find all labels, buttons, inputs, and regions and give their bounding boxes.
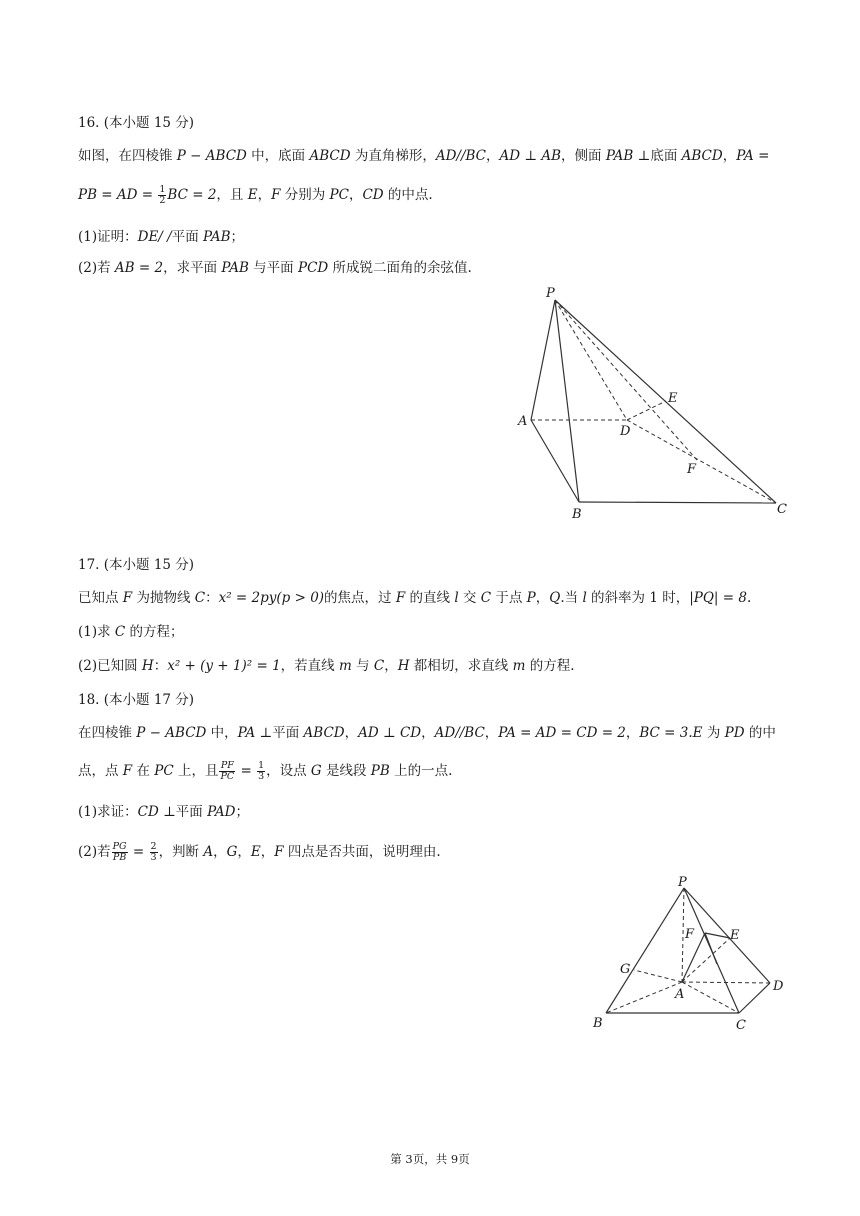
edge-AB	[531, 420, 579, 502]
edge-AD	[682, 982, 770, 983]
edge-PD	[555, 300, 627, 420]
edge-DC	[627, 420, 776, 503]
q16-text-line1: 如图，在四棱锥 P − ABCD 中，底面 ABCD 为直角梯形，AD//BC，AD ⊥ AB，侧面 PAB ⊥底面 ABCD，PA =	[78, 148, 770, 164]
q18-header: 18. (本小题 17 分)	[78, 692, 195, 708]
edge-PB	[555, 300, 579, 502]
q17-part2: (2)已知圆 H：x² + (y + 1)² = 1，若直线 m 与 C，H 都相切，求直线 m 的方程.	[78, 658, 575, 674]
edge-PA	[682, 888, 684, 982]
edge-AC	[682, 982, 739, 1013]
q16-part1: (1)证明：DE/ /平面 PAB；	[78, 229, 245, 245]
fraction-one-half: $\frac{1}{2}$	[159, 184, 166, 206]
edge-FC-mid	[705, 933, 717, 964]
edge-PD	[684, 888, 770, 983]
label-P: P	[546, 286, 555, 301]
label-C: C	[777, 502, 787, 517]
label-E: E	[668, 391, 678, 406]
fraction-two-thirds: $\frac{2}{3}$	[150, 841, 157, 863]
fraction-pg-pb: $\frac{PG}{PB}$	[112, 841, 127, 863]
edge-AB	[606, 982, 685, 1013]
label-D: D	[773, 979, 784, 994]
q18-part2: (2)若 $\frac{PG}{PB}$ = $\frac{2}{3}$ ，判断 A，G，E，F 四点是否共面，说明理由.	[78, 841, 441, 863]
q16-text-line2: PB = AD = $\frac{1}{2}$ BC = 2，且 E，F 分别为 PC，CD 的中点.	[78, 184, 433, 206]
label-A: A	[518, 414, 528, 429]
label-E: E	[730, 928, 740, 943]
label-F: F	[685, 927, 695, 942]
edge-PA	[531, 300, 555, 420]
edge-PB	[606, 888, 684, 1013]
label-D: D	[620, 424, 631, 439]
label-A: A	[675, 987, 685, 1002]
edge-DE	[627, 401, 666, 420]
q17-text-line1: 已知点 F 为抛物线 C：x² = 2py(p > 0)的焦点，过 F 的直线 l 交 C 于点 P，Q.当 l 的斜率为 1 时，|PQ| = 8.	[78, 590, 752, 606]
fraction-pf-pc: $\frac{PF}{PC}$	[220, 760, 235, 782]
q18-pyramid-figure	[585, 870, 800, 1040]
q18-text-line2: 点，点 F 在 PC 上，且 $\frac{PF}{PC}$ = $\frac{1}{3}$ ，设点 G 是线段 PB 上的一点.	[78, 760, 453, 782]
q16-pyramid-figure	[500, 280, 800, 525]
page-footer: 第 3页，共 9页	[390, 1152, 470, 1166]
q18-text-line1: 在四棱锥 P − ABCD 中，PA ⊥平面 ABCD，AD ⊥ CD，AD//BC，PA = AD = CD = 2，BC = 3.E 为 PD 的中	[78, 725, 776, 741]
q16-part2: (2)若 AB = 2，求平面 PAB 与平面 PCD 所成锐二面角的余弦值.	[78, 260, 472, 276]
q17-part1: (1)求 C 的方程；	[78, 624, 184, 640]
q17-header: 17. (本小题 15 分)	[78, 557, 195, 573]
label-B: B	[572, 507, 582, 522]
edge-AG	[634, 970, 682, 982]
label-P: P	[678, 875, 687, 890]
label-C: C	[736, 1018, 746, 1033]
label-F: F	[687, 462, 697, 477]
label-G: G	[620, 962, 631, 977]
edge-BC	[579, 502, 776, 503]
q18-part1: (1)求证：CD ⊥平面 PAD；	[78, 804, 249, 820]
label-B: B	[593, 1016, 603, 1031]
q16-header: 16. (本小题 15 分)	[78, 115, 195, 131]
fraction-one-third: $\frac{1}{3}$	[258, 760, 265, 782]
edge-CD	[739, 983, 770, 1013]
